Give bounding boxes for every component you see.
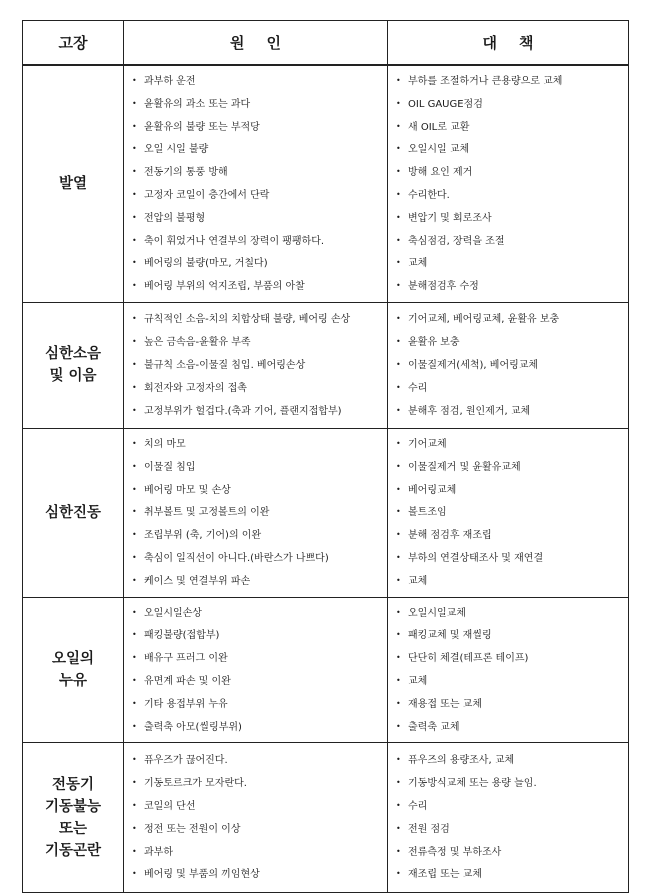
bullet-icon: •	[396, 721, 401, 731]
troubleshooting-table	[22, 20, 629, 893]
bullet-icon: •	[396, 360, 401, 370]
list-item	[132, 547, 381, 570]
list-item	[396, 795, 622, 818]
action-text: 분해점검후 수정	[408, 281, 479, 293]
cause-text: 고정자 코일이 층간에서 단락	[144, 189, 270, 201]
action-text: 퓨우즈의 용량조사, 교체	[408, 755, 515, 767]
action-list	[396, 70, 622, 298]
bullet-icon: •	[132, 846, 137, 856]
cause-text: 기타 용접부위 누유	[144, 698, 228, 710]
list-item	[396, 93, 622, 116]
action-text: 수리	[408, 801, 428, 813]
fault-cell	[23, 743, 124, 893]
list-item	[396, 230, 622, 253]
list-item	[132, 479, 381, 502]
bullet-icon: •	[132, 721, 137, 731]
list-item	[396, 456, 622, 479]
cause-text: 전동기의 통풍 방해	[144, 167, 228, 179]
list-item	[396, 207, 622, 230]
cause-text: 과부하	[144, 846, 173, 858]
action-text: 베어링교체	[408, 484, 457, 496]
list-item	[132, 377, 381, 400]
cause-text: 불규칙 소음-이물질 침입. 베어링손상	[144, 360, 306, 372]
bullet-icon: •	[132, 98, 137, 108]
bullet-icon: •	[396, 675, 401, 685]
action-text: 변압기 및 회로조사	[408, 212, 492, 224]
list-item	[132, 400, 381, 423]
header-cause: 원인	[124, 21, 388, 66]
list-item	[396, 547, 622, 570]
list-item	[132, 716, 381, 739]
bullet-icon: •	[396, 630, 401, 640]
bullet-icon: •	[132, 405, 137, 415]
cause-text: 윤활유의 불량 또는 부적당	[144, 121, 260, 133]
action-text: 기어교체, 베어링교체, 윤활유 보충	[408, 314, 560, 326]
bullet-icon: •	[396, 212, 401, 222]
action-list	[396, 749, 622, 886]
bullet-icon: •	[396, 846, 401, 856]
list-item	[396, 863, 622, 886]
action-cell	[388, 65, 629, 302]
list-item	[396, 331, 622, 354]
action-text: 전류측정 및 부하조사	[408, 846, 502, 858]
fault-cell	[23, 65, 124, 302]
list-item	[396, 772, 622, 795]
action-text: 교체	[408, 575, 428, 587]
list-item	[396, 624, 622, 647]
cause-text: 베어링 및 부품의 끼임현상	[144, 869, 260, 881]
action-list	[396, 602, 622, 739]
list-item	[132, 647, 381, 670]
list-item	[132, 501, 381, 524]
action-text: 재용접 또는 교체	[408, 698, 482, 710]
action-text: 부하를 조절하거나 큰용량으로 교체	[408, 76, 563, 87]
bullet-icon: •	[132, 575, 137, 585]
bullet-icon: •	[396, 382, 401, 392]
cause-text: 정전 또는 전원이 이상	[144, 823, 241, 835]
action-list	[396, 308, 622, 422]
list-item	[132, 624, 381, 647]
cause-cell	[124, 428, 388, 597]
bullet-icon: •	[132, 189, 137, 199]
list-item	[132, 841, 381, 864]
list-item	[396, 252, 622, 275]
header-row	[23, 21, 629, 66]
fault-cell	[23, 302, 124, 428]
cause-text: 과부하 운전	[144, 76, 196, 87]
bullet-icon: •	[396, 801, 401, 811]
bullet-icon: •	[396, 698, 401, 708]
bullet-icon: •	[132, 801, 137, 811]
list-item	[132, 818, 381, 841]
bullet-icon: •	[396, 314, 401, 324]
action-text: 부하의 연결상태조사 및 재연결	[408, 552, 544, 564]
list-item	[132, 354, 381, 377]
cause-text: 조립부위 (축, 기어)의 이완	[144, 530, 262, 542]
fault-label: 심한소음 및 이음	[44, 346, 102, 385]
list-item	[132, 524, 381, 547]
bullet-icon: •	[396, 281, 401, 291]
bullet-icon: •	[132, 552, 137, 562]
cause-text: 유면계 파손 및 이완	[144, 675, 231, 687]
cause-text: 윤활유의 과소 또는 과다	[144, 98, 251, 110]
table-row	[23, 302, 629, 428]
bullet-icon: •	[396, 189, 401, 199]
action-text: 분해 점검후 재조립	[408, 530, 492, 542]
bullet-icon: •	[132, 823, 137, 833]
list-item	[132, 331, 381, 354]
action-text: 재조립 또는 교체	[408, 869, 482, 881]
header-fault: 고장	[23, 21, 124, 66]
cause-text: 전압의 불평형	[144, 212, 206, 224]
bullet-icon: •	[396, 552, 401, 562]
cause-text: 높은 금속음-윤활유 부족	[144, 337, 251, 349]
bullet-icon: •	[396, 507, 401, 517]
bullet-icon: •	[396, 530, 401, 540]
fault-cell	[23, 428, 124, 597]
action-text: 새 OIL로 교환	[408, 121, 470, 133]
bullet-icon: •	[132, 337, 137, 347]
cause-text: 출력축 아모(씰링부위)	[144, 721, 242, 733]
list-item	[132, 308, 381, 331]
bullet-icon: •	[396, 438, 401, 448]
list-item	[396, 479, 622, 502]
cause-text: 케이스 및 연결부위 파손	[144, 575, 251, 587]
bullet-icon: •	[396, 823, 401, 833]
list-item	[396, 647, 622, 670]
action-text: 출력축 교체	[408, 721, 460, 733]
bullet-icon: •	[132, 314, 137, 324]
bullet-icon: •	[132, 653, 137, 663]
table-row	[23, 65, 629, 302]
table-row	[23, 428, 629, 597]
action-text: 수리한다.	[408, 189, 450, 201]
list-item	[396, 716, 622, 739]
list-item	[132, 456, 381, 479]
cause-text: 축이 휘었거나 연결부의 장력이 팽팽하다.	[144, 235, 325, 247]
list-item	[396, 570, 622, 593]
list-item	[132, 693, 381, 716]
bullet-icon: •	[396, 484, 401, 494]
list-item	[396, 433, 622, 456]
cause-text: 고정부위가 헐겁다.(축과 기어, 플랜지접합부)	[144, 405, 342, 417]
action-text: 수리	[408, 382, 428, 394]
list-item	[132, 602, 381, 625]
action-text: 교체	[408, 258, 428, 270]
table-row	[23, 597, 629, 743]
cause-text: 이물질 침입	[144, 461, 196, 473]
cause-text: 베어링 마모 및 손상	[144, 484, 231, 496]
cause-text: 규칙적인 소음-치의 치합상태 불량, 베어링 손상	[144, 314, 351, 326]
list-item	[132, 772, 381, 795]
cause-text: 코일의 단선	[144, 801, 196, 813]
action-text: 오일시일 교체	[408, 144, 470, 156]
list-item	[396, 70, 622, 93]
bullet-icon: •	[132, 869, 137, 879]
bullet-icon: •	[396, 405, 401, 415]
bullet-icon: •	[132, 755, 137, 765]
bullet-icon: •	[132, 212, 137, 222]
list-item	[132, 70, 381, 93]
action-text: 이물질제거(세척), 베어링교체	[408, 360, 539, 372]
bullet-icon: •	[396, 121, 401, 131]
bullet-icon: •	[132, 258, 137, 268]
cause-text: 퓨우즈가 끊어진다.	[144, 755, 228, 767]
cause-text: 축심이 일직선이 아니다.(바란스가 나쁘다)	[144, 552, 329, 564]
list-item	[396, 670, 622, 693]
bullet-icon: •	[396, 778, 401, 788]
list-item	[132, 570, 381, 593]
list-item	[132, 207, 381, 230]
bullet-icon: •	[396, 144, 401, 154]
bullet-icon: •	[396, 98, 401, 108]
action-text: 오일시일교체	[408, 607, 466, 619]
bullet-icon: •	[396, 337, 401, 347]
cause-text: 베어링의 불량(마모, 거칠다)	[144, 258, 268, 270]
fault-cell	[23, 597, 124, 743]
list-item	[132, 433, 381, 456]
bullet-icon: •	[132, 778, 137, 788]
list-item	[396, 354, 622, 377]
action-text: 윤활유 보충	[408, 337, 460, 349]
bullet-icon: •	[132, 167, 137, 177]
cause-text: 치의 마모	[144, 438, 186, 450]
bullet-icon: •	[132, 76, 137, 85]
bullet-icon: •	[132, 607, 137, 617]
bullet-icon: •	[132, 281, 137, 291]
cause-text: 회전자와 고정자의 접촉	[144, 382, 247, 394]
bullet-icon: •	[132, 235, 137, 245]
bullet-icon: •	[396, 869, 401, 879]
action-text: 전원 점검	[408, 823, 450, 835]
list-item	[132, 230, 381, 253]
cause-cell	[124, 65, 388, 302]
list-item	[132, 116, 381, 139]
bullet-icon: •	[132, 360, 137, 370]
bullet-icon: •	[396, 76, 401, 85]
bullet-icon: •	[396, 607, 401, 617]
cause-list	[132, 749, 381, 886]
bullet-icon: •	[132, 630, 137, 640]
list-item	[132, 161, 381, 184]
bullet-icon: •	[132, 484, 137, 494]
list-item	[396, 161, 622, 184]
action-cell	[388, 743, 629, 893]
action-text: 패킹교체 및 재씰링	[408, 630, 492, 642]
list-item	[396, 602, 622, 625]
list-item	[396, 841, 622, 864]
list-item	[132, 93, 381, 116]
cause-text: 배유구 프러그 이완	[144, 653, 228, 665]
bullet-icon: •	[132, 507, 137, 517]
list-item	[132, 749, 381, 772]
bullet-icon: •	[132, 698, 137, 708]
cause-cell	[124, 302, 388, 428]
cause-list	[132, 602, 381, 739]
table-row	[23, 743, 629, 893]
fault-label: 발열	[58, 175, 87, 192]
action-cell	[388, 597, 629, 743]
action-text: 기동방식교체 또는 용량 늘임.	[408, 778, 537, 790]
list-item	[132, 795, 381, 818]
action-text: 이물질제거 및 윤활유교체	[408, 461, 521, 473]
action-cell	[388, 428, 629, 597]
action-text: 볼트조임	[408, 507, 447, 519]
action-text: 축심점검, 장력을 조절	[408, 235, 505, 247]
list-item	[396, 524, 622, 547]
list-item	[396, 693, 622, 716]
fault-label: 오일의 누유	[51, 650, 95, 689]
list-item	[396, 400, 622, 423]
bullet-icon: •	[132, 144, 137, 154]
list-item	[396, 749, 622, 772]
bullet-icon: •	[132, 382, 137, 392]
list-item	[396, 184, 622, 207]
bullet-icon: •	[396, 575, 401, 585]
bullet-icon: •	[396, 235, 401, 245]
cause-text: 베어링 부위의 억지조립, 부품의 아찰	[144, 281, 305, 293]
list-item	[132, 138, 381, 161]
bullet-icon: •	[396, 258, 401, 268]
action-text: 기어교체	[408, 438, 447, 450]
action-text: 방해 요인 제거	[408, 167, 473, 179]
cause-list	[132, 433, 381, 593]
action-text: OIL GAUGE점검	[408, 98, 483, 110]
list-item	[132, 275, 381, 298]
cause-cell	[124, 597, 388, 743]
bullet-icon: •	[396, 167, 401, 177]
cause-list	[132, 308, 381, 422]
cause-text: 오일시일손상	[144, 607, 202, 619]
bullet-icon: •	[132, 438, 137, 448]
list-item	[396, 275, 622, 298]
list-item	[396, 138, 622, 161]
cause-list	[132, 70, 381, 298]
action-text: 교체	[408, 675, 428, 687]
bullet-icon: •	[396, 653, 401, 663]
cause-cell	[124, 743, 388, 893]
list-item	[396, 377, 622, 400]
bullet-icon: •	[132, 121, 137, 131]
header-action: 대책	[388, 21, 629, 66]
list-item	[396, 116, 622, 139]
cause-text: 기동토르크가 모자란다.	[144, 778, 247, 790]
list-item	[132, 184, 381, 207]
action-cell	[388, 302, 629, 428]
cause-text: 패킹불량(접합부)	[144, 630, 220, 642]
list-item	[396, 308, 622, 331]
list-item	[396, 501, 622, 524]
bullet-icon: •	[396, 755, 401, 765]
action-list	[396, 433, 622, 593]
list-item	[132, 252, 381, 275]
action-text: 분해후 점검, 원인제거, 교체	[408, 405, 531, 417]
list-item	[132, 863, 381, 886]
fault-label: 전동기 기동불능 또는 기동곤란	[44, 776, 102, 859]
bullet-icon: •	[132, 675, 137, 685]
bullet-icon: •	[396, 461, 401, 471]
cause-text: 오일 시일 불량	[144, 144, 209, 156]
action-text: 단단히 체결(테프론 테이프)	[408, 653, 529, 665]
list-item	[396, 818, 622, 841]
cause-text: 취부볼트 및 고정볼트의 이완	[144, 507, 270, 519]
bullet-icon: •	[132, 530, 137, 540]
bullet-icon: •	[132, 461, 137, 471]
fault-label: 심한진동	[44, 504, 102, 521]
list-item	[132, 670, 381, 693]
